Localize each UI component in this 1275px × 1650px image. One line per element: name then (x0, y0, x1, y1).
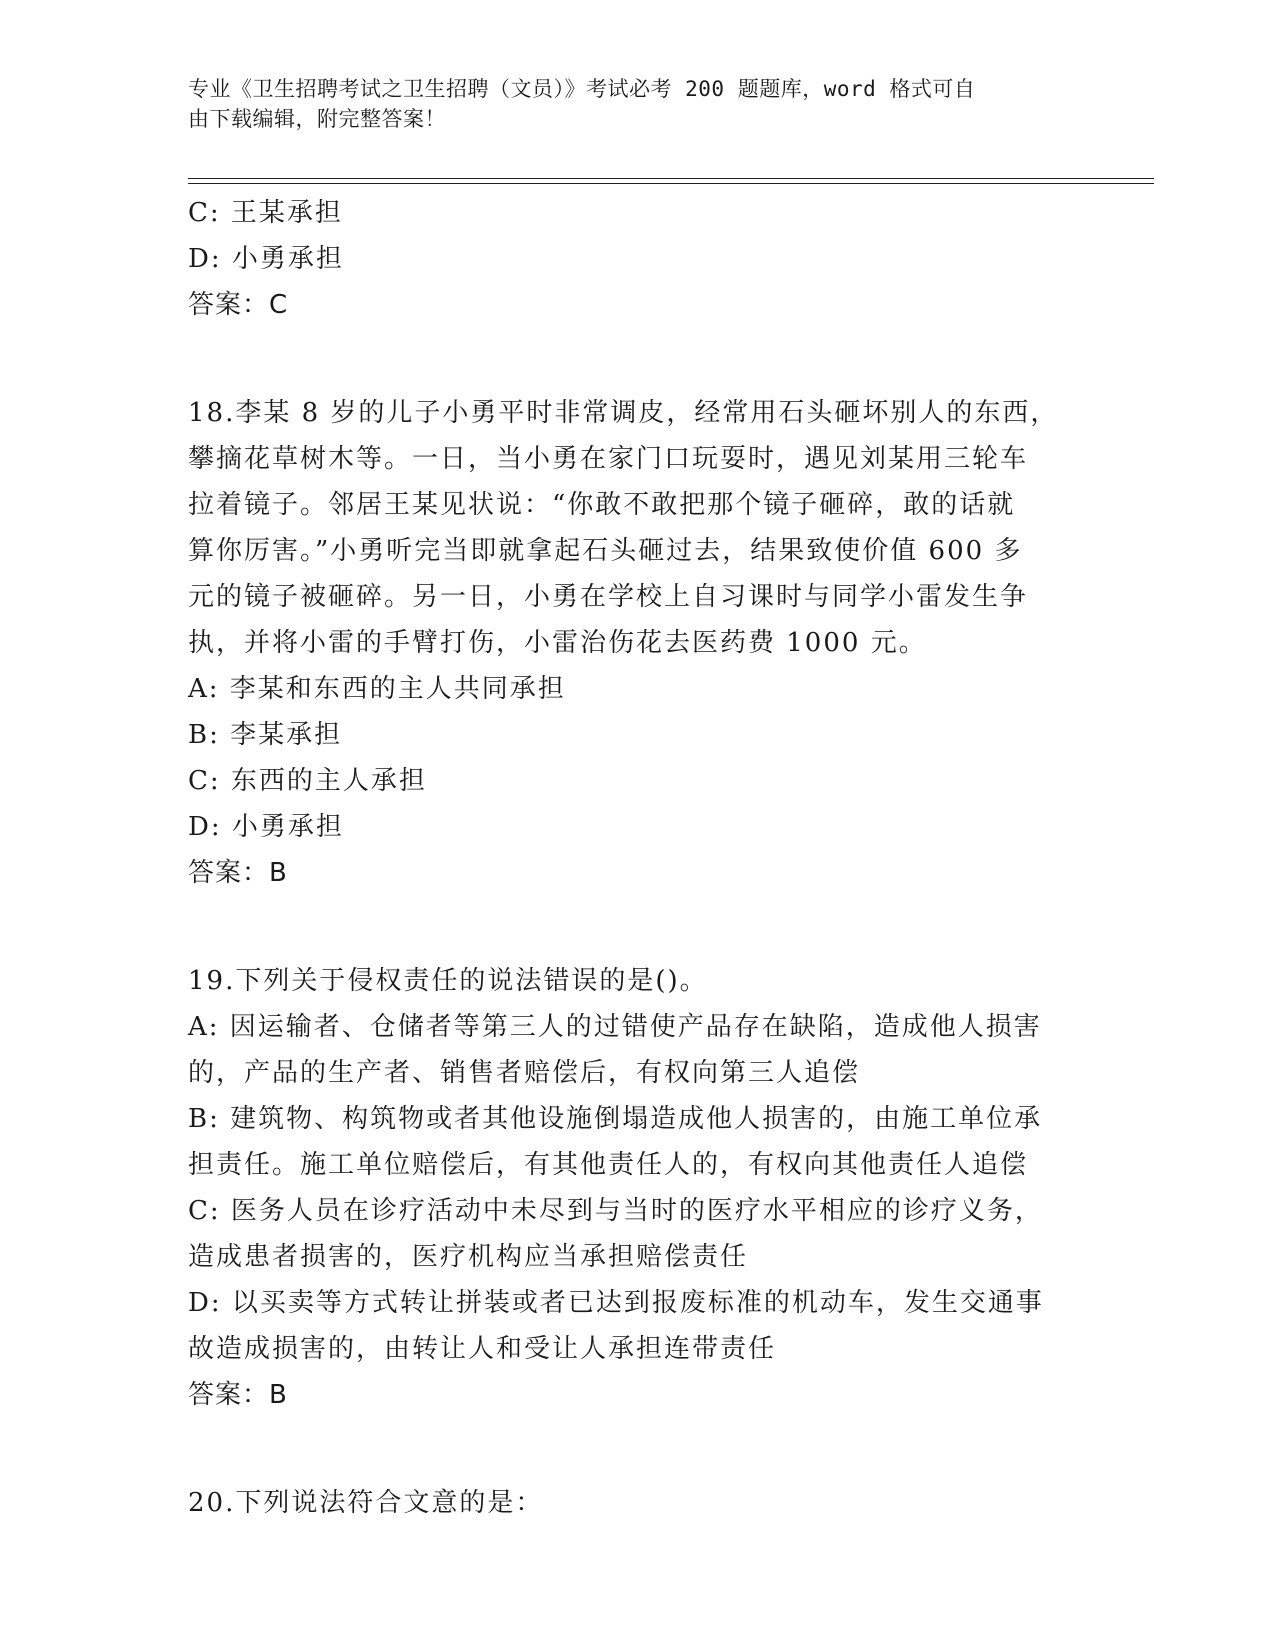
question-19 (188, 958, 1088, 1418)
answer-line: 答案：B (188, 1380, 288, 1410)
header-line-1: 专业《卫生招聘考试之卫生招聘（文员）》考试必考 200 题题库，word 格式可自 (188, 77, 976, 101)
option-b: B: 李某承担 (188, 720, 343, 750)
header-divider-top (188, 178, 1154, 179)
option-b: B: 建筑物、构筑物或者其他设施倒塌造成他人损害的，由施工单位承 (188, 1104, 1043, 1134)
header-line-2: 由下载编辑，附完整答案！ (188, 107, 446, 131)
option-d: D: 小勇承担 (188, 812, 344, 842)
page-header (188, 74, 1068, 134)
option-a: A: 因运输者、仓储者等第三人的过错使产品存在缺陷，造成他人损害 (188, 1012, 1042, 1042)
question-text-line: 攀摘花草树木等。一日，当小勇在家门口玩耍时，遇见刘某用三轮车 (188, 444, 1029, 474)
question-text-line: 元的镜子被砸碎。另一日，小勇在学校上自习课时与同学小雷发生争 (188, 582, 1029, 612)
answer-line: 答案：C (188, 290, 289, 320)
header-divider-bottom (188, 183, 1154, 184)
question-text-line: 执，并将小雷的手臂打伤，小雷治伤花去医药费 1000 元。 (188, 628, 927, 658)
option-d-continued: 故造成损害的，由转让人和受让人承担连带责任 (188, 1334, 777, 1364)
question-18 (188, 390, 1088, 896)
previous-question-tail (188, 190, 1088, 328)
question-text-line: 拉着镜子。邻居王某见状说：“你敢不敢把那个镜子砸碎，敢的话就 (188, 490, 1016, 520)
option-c: C: 王某承担 (188, 198, 343, 228)
option-c: C: 医务人员在诊疗活动中未尽到与当时的医疗水平相应的诊疗义务， (188, 1196, 1043, 1226)
option-d: D: 以买卖等方式转让拼装或者已达到报废标准的机动车，发生交通事 (188, 1288, 1044, 1318)
option-c-continued: 造成患者损害的，医疗机构应当承担赔偿责任 (188, 1242, 749, 1272)
option-d: D: 小勇承担 (188, 244, 344, 274)
question-text-line: 18.李某 8 岁的儿子小勇平时非常调皮，经常用石头砸坏别人的东西， (188, 398, 1059, 428)
question-20 (188, 1480, 1088, 1526)
question-content (188, 190, 1088, 1526)
option-b-continued: 担责任。施工单位赔偿后，有其他责任人的，有权向其他责任人追偿 (188, 1150, 1029, 1180)
question-text-line: 算你厉害。”小勇听完当即就拿起石头砸过去，结果致使价值 600 多 (188, 536, 1023, 566)
question-text-line: 20.下列说法符合文意的是： (188, 1488, 544, 1518)
question-text-line: 19.下列关于侵权责任的说法错误的是()。 (188, 966, 708, 996)
answer-line: 答案：B (188, 858, 288, 888)
option-c: C: 东西的主人承担 (188, 766, 427, 796)
option-a-continued: 的，产品的生产者、销售者赔偿后，有权向第三人追偿 (188, 1058, 861, 1088)
option-a: A: 李某和东西的主人共同承担 (188, 674, 566, 704)
